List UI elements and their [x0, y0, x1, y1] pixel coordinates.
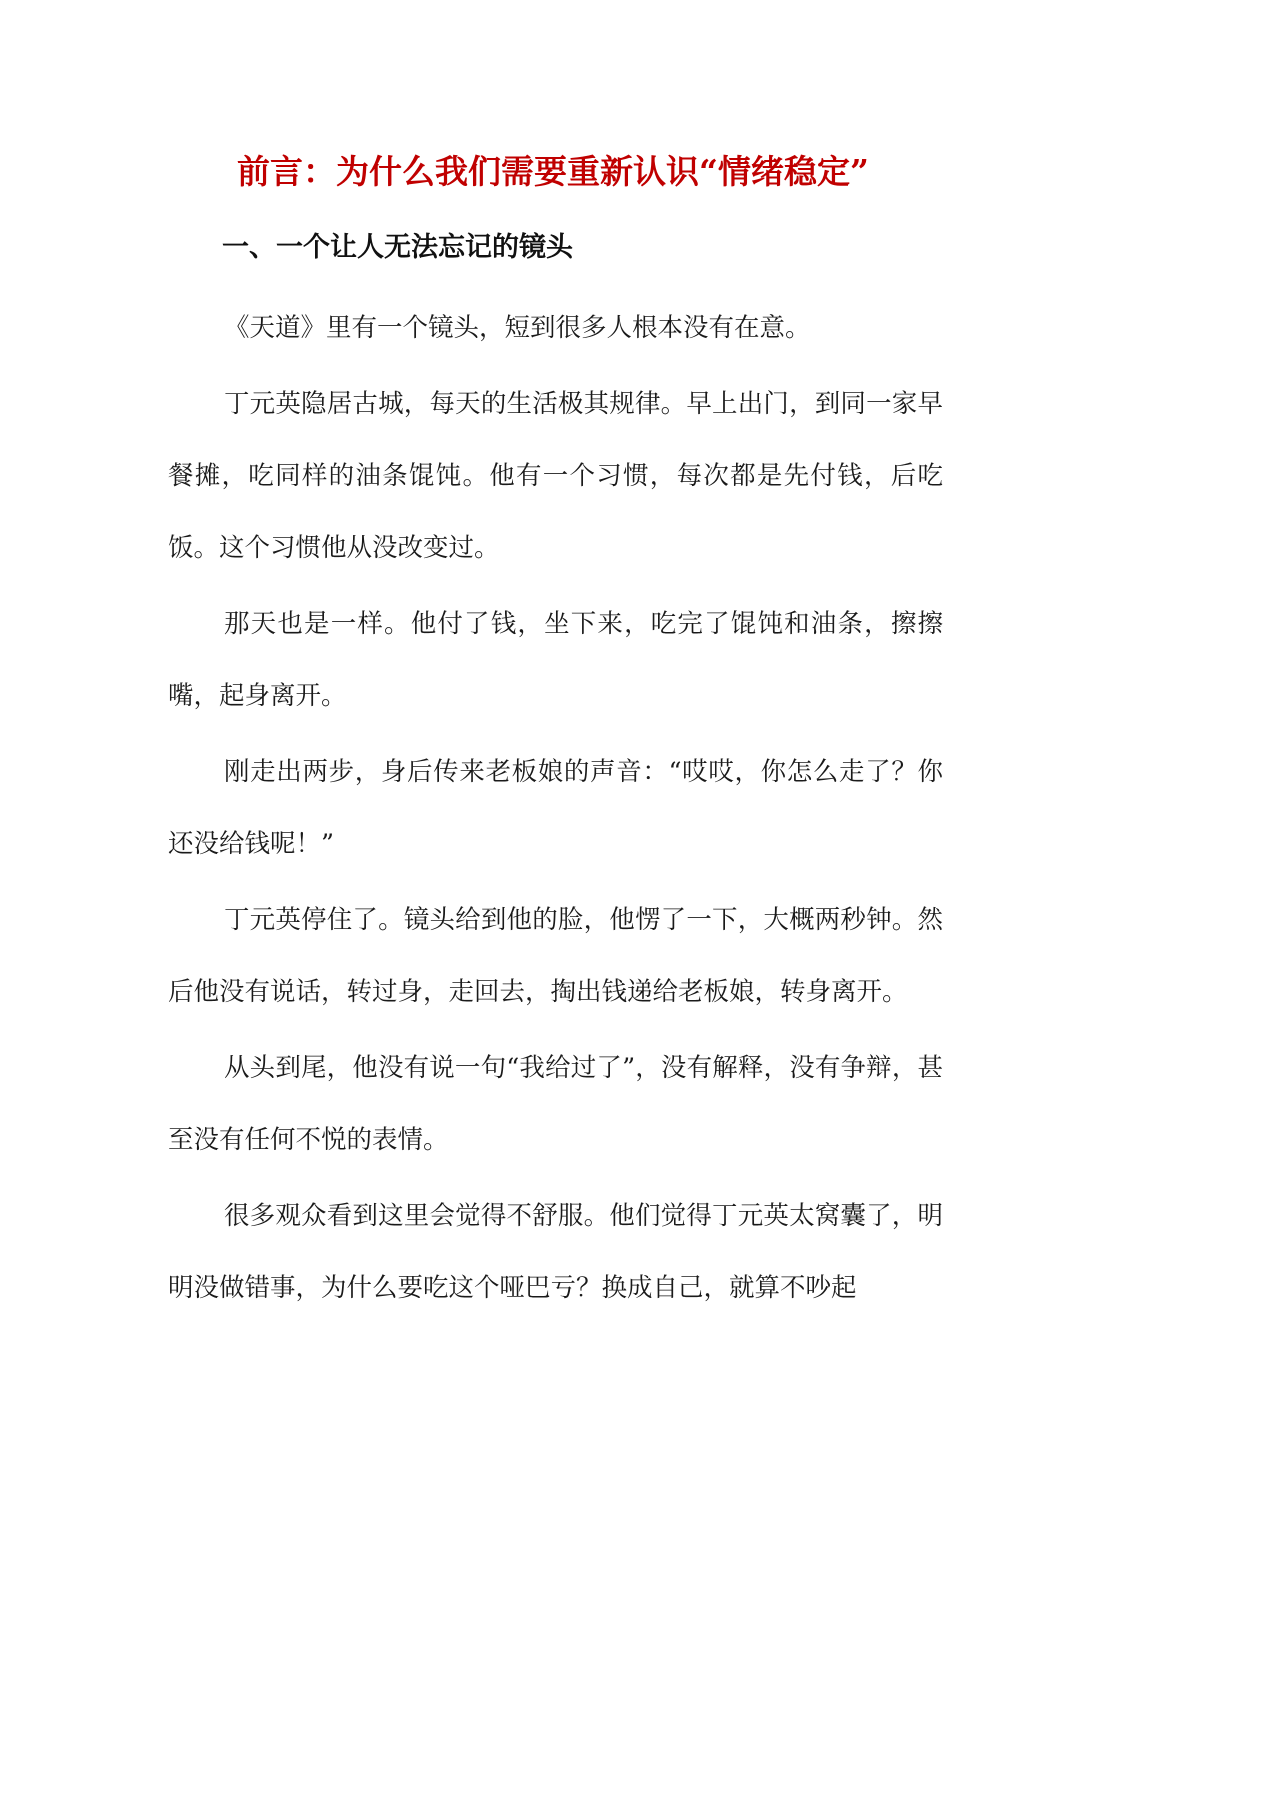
paragraph: 从头到尾，他没有说一句“我给过了”，没有解释，没有争辩，甚至没有任何不悦的表情。 [168, 1053, 943, 1155]
paragraph: 那天也是一样。他付了钱，坐下来，吃完了馄饨和油条，擦擦嘴，起身离开。 [168, 609, 943, 711]
document-body [168, 292, 943, 1328]
paragraph: 很多观众看到这里会觉得不舒服。他们觉得丁元英太窝囊了，明明没做错事，为什么要吃这个哑巴亏？换成自己，就算不吵起 [168, 1201, 943, 1303]
paragraph: 丁元英停住了。镜头给到他的脸，他愣了一下，大概两秒钟。然后他没有说话，转过身，走回去，掏出钱递给老板娘，转身离开。 [168, 905, 943, 1007]
paragraph: 丁元英隐居古城，每天的生活极其规律。早上出门，到同一家早餐摊，吃同样的油条馄饨。他有一个习惯，每次都是先付钱，后吃饭。这个习惯他从没改变过。 [168, 389, 943, 563]
paragraph: 《天道》里有一个镜头，短到很多人根本没有在意。 [224, 313, 811, 343]
section-heading: 一、一个让人无法忘记的镜头 [222, 232, 573, 263]
document-title: 前言：为什么我们需要重新认识“情绪稳定” [237, 152, 869, 191]
paragraph: 刚走出两步，身后传来老板娘的声音：“哎哎，你怎么走了？你还没给钱呢！” [168, 757, 943, 859]
